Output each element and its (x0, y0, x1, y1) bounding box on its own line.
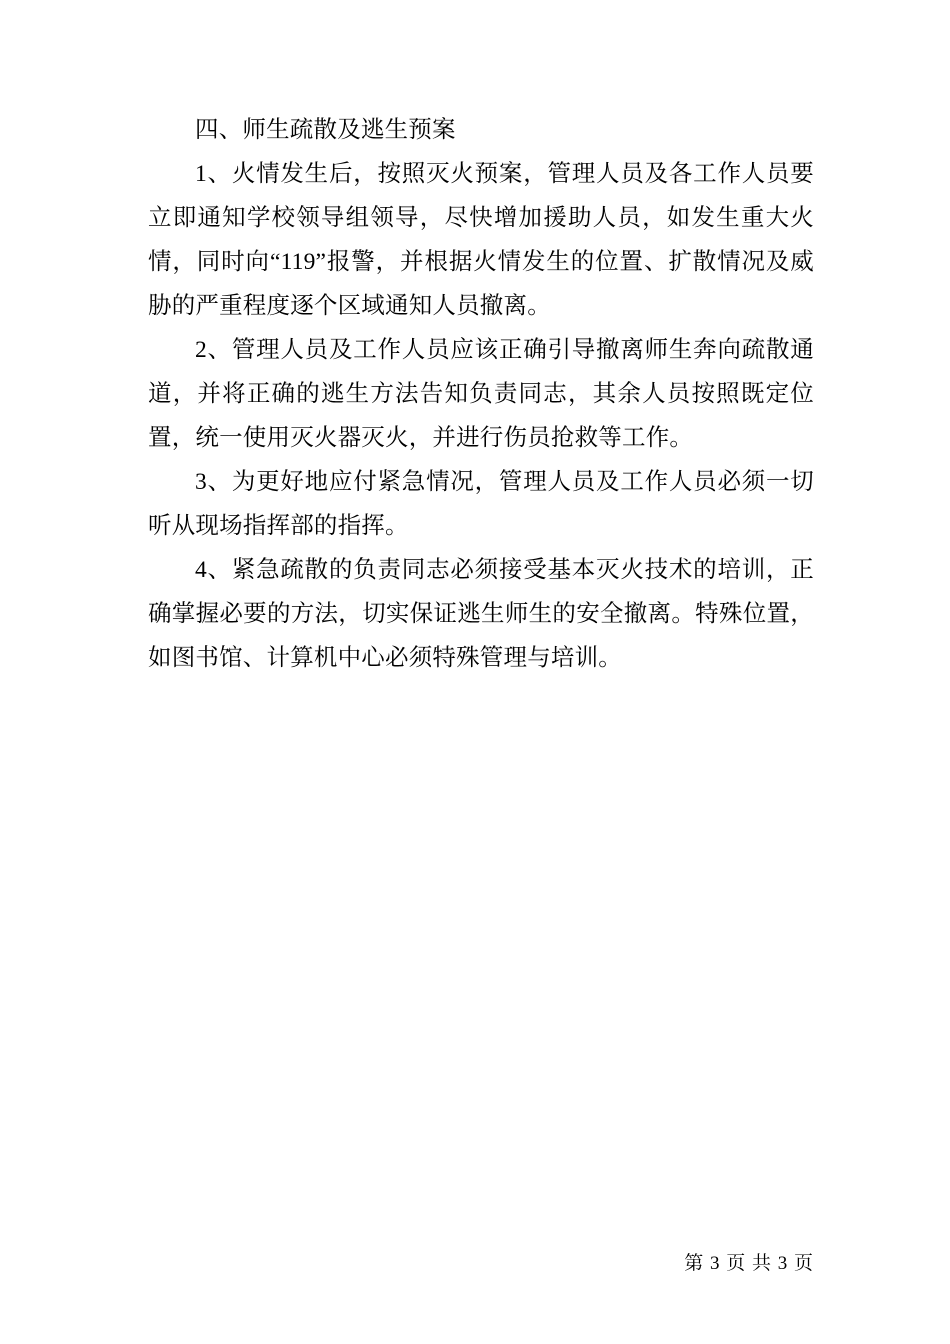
paragraph-item-4: 4、紧急疏散的负责同志必须接受基本灭火技术的培训，正确掌握必要的方法，切实保证逃生师生的安全撤离。特殊位置，如图书馆、计算机中心必须特殊管理与培训。 (148, 557, 814, 671)
page-footer: 第 3 页 共 3 页 (684, 1253, 814, 1274)
paragraph-item-3: 3、为更好地应付紧急情况，管理人员及工作人员必须一切听从现场指挥部的指挥。 (148, 469, 814, 539)
document-body (148, 108, 814, 680)
paragraph-item-1: 1、火情发生后，按照灭火预案，管理人员及各工作人员要立即通知学校领导组领导，尽快增加援助人员，如发生重大火情，同时向“119”报警，并根据火情发生的位置、扩散情况及威胁的严重程度逐个区域通知人员撤离。 (148, 161, 814, 319)
section-heading: 四、师生疏散及逃生预案 (195, 117, 456, 143)
paragraph-item-2: 2、管理人员及工作人员应该正确引导撤离师生奔向疏散通道，并将正确的逃生方法告知负责同志，其余人员按照既定位置，统一使用灭火器灭火，并进行伤员抢救等工作。 (148, 337, 814, 451)
